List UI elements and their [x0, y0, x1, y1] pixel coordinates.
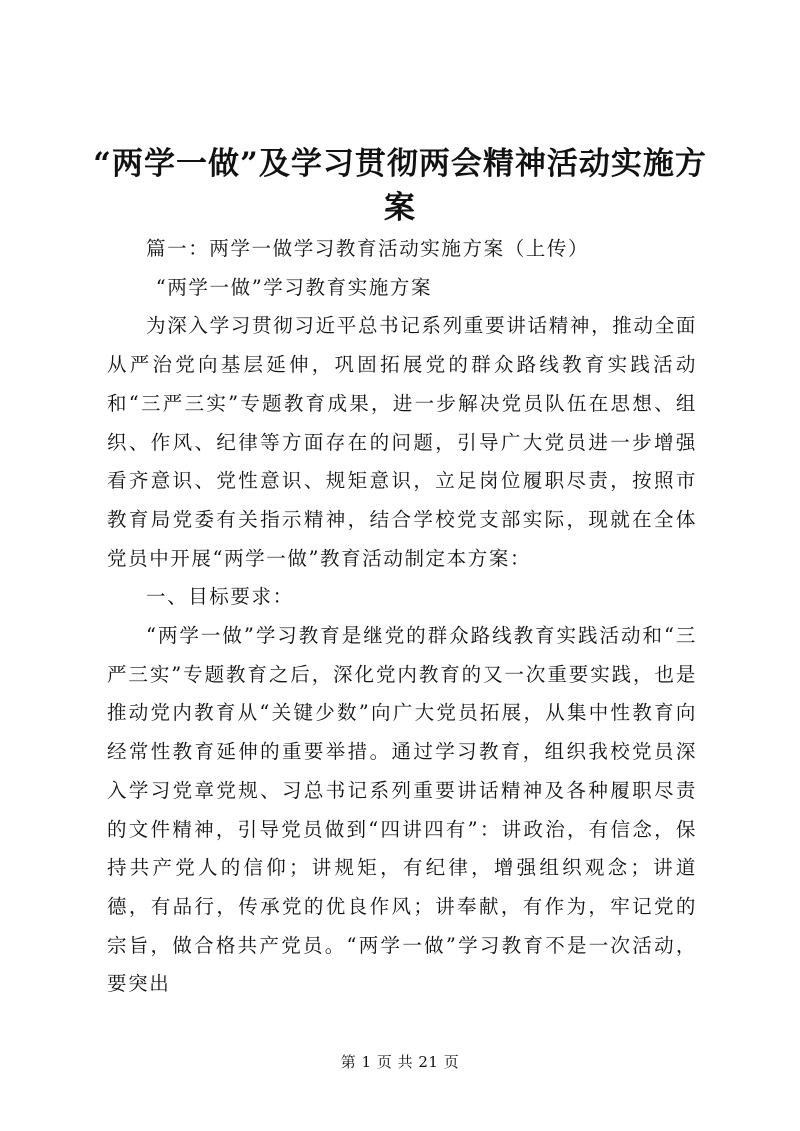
paragraph-intro: 为深入学习贯彻习近平总书记系列重要讲话精神，推动全面从严治党向基层延伸，巩固拓展党的群众路线教育实践活动和“三严三实”专题教育成果，进一步解决党员队伍在思想、组织、作风、纪律等方面存在的问题，引导广大党员进一步增强看齐意识、党性意识、规矩意识，立足岗位履职尽责，按照市教育局党委有关指示精神，结合学校党支部实际，现就在全体党员中开展“两学一做”教育活动制定本方案：: [107, 314, 697, 570]
subtitle: “两学一做”学习教育实施方案: [155, 275, 433, 299]
section-heading: 篇一：两学一做学习教育活动实施方案（上传）: [146, 237, 590, 260]
document-body: [107, 230, 697, 1004]
page-footer: 第 1 页 共 21 页: [340, 1053, 460, 1071]
document-title: “两学一做”及学习贯彻两会精神活动实施方案: [93, 146, 707, 226]
paragraph-goals: “两学一做”学习教育是继党的群众路线教育实践活动和“三严三实”专题教育之后，深化党内教育的又一次重要实践，也是推动党内教育从“关键少数”向广大党员拓展，从集中性教育向经常性教育延伸的重要举措。通过学习教育，组织我校党员深入学习党章党规、习总书记系列重要讲话精神及各种履职尽责的文件精神，引导党员做到“四讲四有”：讲政治，有信念，保持共产党人的信仰；讲规矩，有纪律，增强组织观念；讲道德，有品行，传承党的优良作风；讲奉献，有作为，牢记党的宗旨，做合格共产党员。“两学一做”学习教育不是一次活动，要突出: [107, 624, 697, 996]
section-heading-goals: 一、目标要求：: [146, 585, 294, 609]
